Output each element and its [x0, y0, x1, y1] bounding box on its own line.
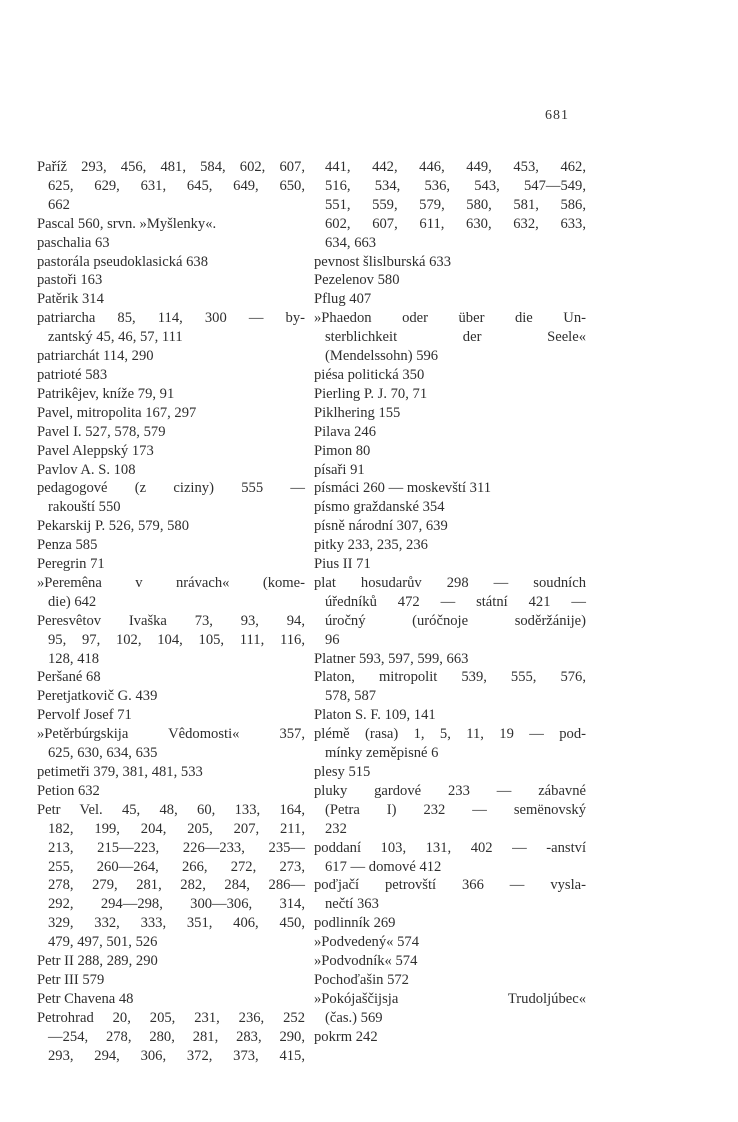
index-entry-continuation-line: zantský 45, 46, 57, 111: [48, 329, 183, 346]
index-entry: [314, 876, 586, 914]
index-entry: [314, 763, 586, 782]
index-entry-heading-line: »Peremêna v nrávach« (kome-: [37, 574, 305, 591]
index-entry: [314, 971, 586, 990]
index-entry: [37, 158, 305, 215]
index-entry: [37, 271, 305, 290]
index-entry-continuation-line: 551, 559, 579, 580, 581, 586,: [325, 196, 586, 213]
index-entry-heading-line: písně národní 307, 639: [314, 518, 448, 535]
index-entry: [37, 1009, 305, 1066]
index-entry-continuation-line: 96: [325, 631, 340, 648]
index-entry-heading-line: pedagogové (z ciziny) 555 —: [37, 480, 305, 497]
index-entry: [37, 423, 305, 442]
index-entry-heading-line: pastoři 163: [37, 272, 103, 289]
index-entry-heading-line: písaři 91: [314, 461, 365, 478]
index-entry-continuation-line: (Mendelssohn) 596: [325, 348, 439, 365]
index-entry-continuation-line: 213, 215—223, 226—233, 235—: [48, 839, 305, 856]
index-entry-heading-line: patrioté 583: [37, 366, 108, 383]
index-entry-continuation-line: 182, 199, 204, 205, 207, 211,: [48, 820, 305, 837]
index-entry: [314, 555, 586, 574]
index-entry: [37, 234, 305, 253]
index-entry: [314, 290, 586, 309]
index-entry-continuation-line: 625, 630, 634, 635: [48, 745, 158, 762]
index-entry: [37, 687, 305, 706]
index-entry-continuation-line: 329, 332, 333, 351, 406, 450,: [48, 915, 305, 932]
index-entry-continuation-line: nečtí 363: [325, 896, 379, 913]
index-entry-continuation-line: mínky zeměpisné 6: [325, 745, 439, 762]
index-entry-heading-line: pluky gardové 233 — zábavné: [314, 782, 586, 799]
index-entry-heading-line: piésa politická 350: [314, 366, 425, 383]
index-entry: [314, 650, 586, 669]
index-entry: [314, 1028, 586, 1047]
index-entry: [37, 479, 305, 517]
index-entry-heading-line: písmo graždanské 354: [314, 499, 445, 516]
index-entry: [314, 782, 586, 839]
index-entry: [37, 971, 305, 990]
index-entry-heading-line: Petion 632: [37, 782, 100, 799]
index-entry-heading-line: Pezelenov 580: [314, 272, 400, 289]
index-entry-continuation-line: 617 — domové 412: [325, 858, 442, 875]
index-column-right: [314, 158, 586, 1047]
index-entry-heading-line: Petr II 288, 289, 290: [37, 953, 158, 970]
index-entry-continuation-line: 95, 97, 102, 104, 105, 111, 116,: [48, 631, 305, 648]
index-entry: [37, 461, 305, 480]
index-entry-continuation-line: rakouští 550: [48, 499, 121, 516]
index-entry: [37, 536, 305, 555]
index-entry-continuation-line: (Petra I) 232 — semënovský: [325, 801, 586, 818]
index-entry-heading-line: pastorála pseudoklasická 638: [37, 253, 209, 270]
index-entry: [314, 366, 586, 385]
index-entry: [314, 668, 586, 706]
index-entry-heading-line: Platon, mitropolit 539, 555, 576,: [314, 669, 586, 686]
index-entry: [37, 952, 305, 971]
index-entry: [314, 253, 586, 272]
index-entry-heading-line: Petr Vel. 45, 48, 60, 133, 164,: [37, 801, 305, 818]
index-entry-heading-line: paschalia 63: [37, 234, 110, 251]
index-entry: [37, 668, 305, 687]
index-entry-continuation-line: 634, 663: [325, 234, 377, 251]
index-entry-continuation-line: 293, 294, 306, 372, 373, 415,: [48, 1047, 305, 1064]
index-entry: [37, 555, 305, 574]
index-entry: [314, 479, 586, 498]
index-entry: [314, 442, 586, 461]
index-entry-heading-line: »Petěrbúrgskija Vêdomosti« 357,: [37, 726, 305, 743]
index-entry-heading-line: Pekarskij P. 526, 579, 580: [37, 518, 190, 535]
index-entry-heading-line: Pochoďašin 572: [314, 971, 409, 988]
index-entry-continuation-line: úročný (uróčnoje soděržánije): [325, 612, 586, 629]
index-entry-heading-line: Peretjatkovič G. 439: [37, 688, 158, 705]
index-entry-heading-line: Petrohrad 20, 205, 231, 236, 252: [37, 1009, 305, 1026]
index-entry-heading-line: Peregrin 71: [37, 556, 105, 573]
index-entry-heading-line: pitky 233, 235, 236: [314, 537, 428, 554]
index-entry-heading-line: petimetři 379, 381, 481, 533: [37, 764, 203, 780]
index-entry: [37, 990, 305, 1009]
index-entry-heading-line: Pavel, mitropolita 167, 297: [37, 404, 197, 421]
index-entry: [314, 309, 586, 366]
index-entry: [37, 442, 305, 461]
index-entry-continuation-line: 578, 587: [325, 688, 377, 705]
index-entry-heading-line: Piklhering 155: [314, 404, 401, 421]
index-entry-heading-line: Petr III 579: [37, 971, 105, 988]
index-entry: [37, 366, 305, 385]
index-entry: [314, 914, 586, 933]
index-entry-heading-line: plémě (rasa) 1, 5, 11, 19 — pod-: [314, 726, 586, 743]
index-entry-heading-line: Pilava 246: [314, 423, 377, 440]
index-entry-heading-line: Pflug 407: [314, 291, 372, 308]
index-entry-heading-line: Pervolf Josef 71: [37, 707, 132, 724]
index-entry-heading-line: Penza 585: [37, 537, 98, 554]
index-entry: [37, 290, 305, 309]
index-entry-continuation-line: (čas.) 569: [325, 1009, 383, 1026]
index-entry: [37, 253, 305, 272]
index-entry-heading-line: Pavel Aleppský 173: [37, 442, 154, 459]
index-entry-heading-line: Platner 593, 597, 599, 663: [314, 650, 469, 667]
index-entry-heading-line: písmáci 260 — moskevští 311: [314, 480, 492, 497]
index-entry: [314, 385, 586, 404]
index-entry-heading-line: Platon S. F. 109, 141: [314, 707, 436, 724]
index-entry: [314, 990, 586, 1028]
index-entry-heading-line: plat hosudarův 298 — soudních: [314, 574, 586, 591]
index-entry-continuation-line: úředníků 472 — státní 421 —: [325, 593, 586, 610]
index-entry: [37, 309, 305, 347]
index-entry: [314, 952, 586, 971]
index-entry: [314, 574, 586, 650]
index-entry-continuation-line: 232: [325, 820, 347, 837]
index-entry-heading-line: »Pokójaščijsja Trudoljúbec«: [314, 990, 586, 1007]
index-entry: [37, 801, 305, 952]
index-entry-continuation-line: 292, 294—298, 300—306, 314,: [48, 896, 305, 913]
index-entry-heading-line: »Podvedený« 574: [314, 934, 419, 951]
index-entry-heading-line: Peresvêtov Ivaška 73, 93, 94,: [37, 612, 305, 629]
index-entry-heading-line: »Podvodník« 574: [314, 953, 418, 970]
index-entry-heading-line: Pavel I. 527, 578, 579: [37, 423, 166, 440]
index-entry-heading-line: Patěrik 314: [37, 291, 104, 308]
index-entry-continuation-line: 255, 260—264, 266, 272, 273,: [48, 858, 305, 875]
index-entry: [314, 461, 586, 480]
index-entry-heading-line: Pius II 71: [314, 556, 371, 573]
index-entry: [314, 536, 586, 555]
index-entry-heading-line: patriarchát 114, 290: [37, 348, 154, 365]
index-entry-heading-line: Patrikêjev, kníže 79, 91: [37, 385, 175, 402]
index-entry: [314, 933, 586, 952]
index-entry-heading-line: poddaní 103, 131, 402 — -anství: [314, 839, 586, 856]
index-entry: [37, 347, 305, 366]
index-entry: [314, 839, 586, 877]
index-entry: [314, 271, 586, 290]
index-entry: [314, 706, 586, 725]
index-entry-continuation-line: 441, 442, 446, 449, 453, 462,: [325, 159, 586, 175]
index-entry-continuation-line: 602, 607, 611, 630, 632, 633,: [325, 215, 586, 232]
index-entry: [37, 215, 305, 234]
index-entry: [37, 725, 305, 763]
index-entry-heading-line: patriarcha 85, 114, 300 — by-: [37, 310, 305, 327]
index-entry-heading-line: Pimon 80: [314, 442, 371, 459]
index-entry-heading-line: Petr Chavena 48: [37, 990, 134, 1007]
index-entry: [314, 423, 586, 442]
index-entry-heading-line: plesy 515: [314, 764, 371, 780]
index-entry-heading-line: poďjačí petrovští 366 — vysla-: [314, 877, 586, 894]
index-entry: [37, 706, 305, 725]
index-entry-continuation-line: —254, 278, 280, 281, 283, 290,: [48, 1028, 305, 1045]
index-entry-heading-line: Peršané 68: [37, 669, 101, 686]
index-entry-continuation-line: 516, 534, 536, 543, 547—549,: [325, 177, 586, 194]
index-entry-heading-line: »Phaedon oder über die Un-: [314, 310, 586, 327]
index-entry-heading-line: pevnost šlislburská 633: [314, 253, 452, 270]
index-entry-continuation-line: 479, 497, 501, 526: [48, 934, 158, 951]
index-entry-heading-line: podlinník 269: [314, 915, 396, 932]
index-entry: [314, 725, 586, 763]
index-entry: [37, 517, 305, 536]
index-entry-heading-line: Pavlov A. S. 108: [37, 461, 136, 478]
index-entry: [314, 158, 586, 253]
index-entry: [37, 574, 305, 612]
index-entry: [37, 404, 305, 423]
index-entry: [37, 782, 305, 801]
index-entry-heading-line: pokrm 242: [314, 1028, 378, 1045]
index-entry-heading-line: Paříž 293, 456, 481, 584, 602, 607,: [37, 159, 305, 175]
page-number: 681: [545, 108, 569, 123]
index-entry: [37, 763, 305, 782]
index-entry: [37, 385, 305, 404]
index-entry-continuation-line: 625, 629, 631, 645, 649, 650,: [48, 177, 305, 194]
index-entry-continuation-line: 278, 279, 281, 282, 284, 286—: [48, 877, 305, 894]
index-entry: [314, 498, 586, 517]
index-entry-continuation-line: die) 642: [48, 593, 97, 610]
index-entry-continuation-line: 128, 418: [48, 650, 100, 667]
index-entry-continuation-line: 662: [48, 196, 70, 213]
index-entry: [314, 404, 586, 423]
index-entry-heading-line: Pascal 560, srvn. »Myšlenky«.: [37, 215, 217, 232]
index-entry-heading-line: Pierling P. J. 70, 71: [314, 385, 428, 402]
index-entry-continuation-line: sterblichkeit der Seele«: [325, 329, 586, 346]
index-column-left: [37, 158, 305, 1066]
index-entry: [314, 517, 586, 536]
index-entry: [37, 612, 305, 669]
